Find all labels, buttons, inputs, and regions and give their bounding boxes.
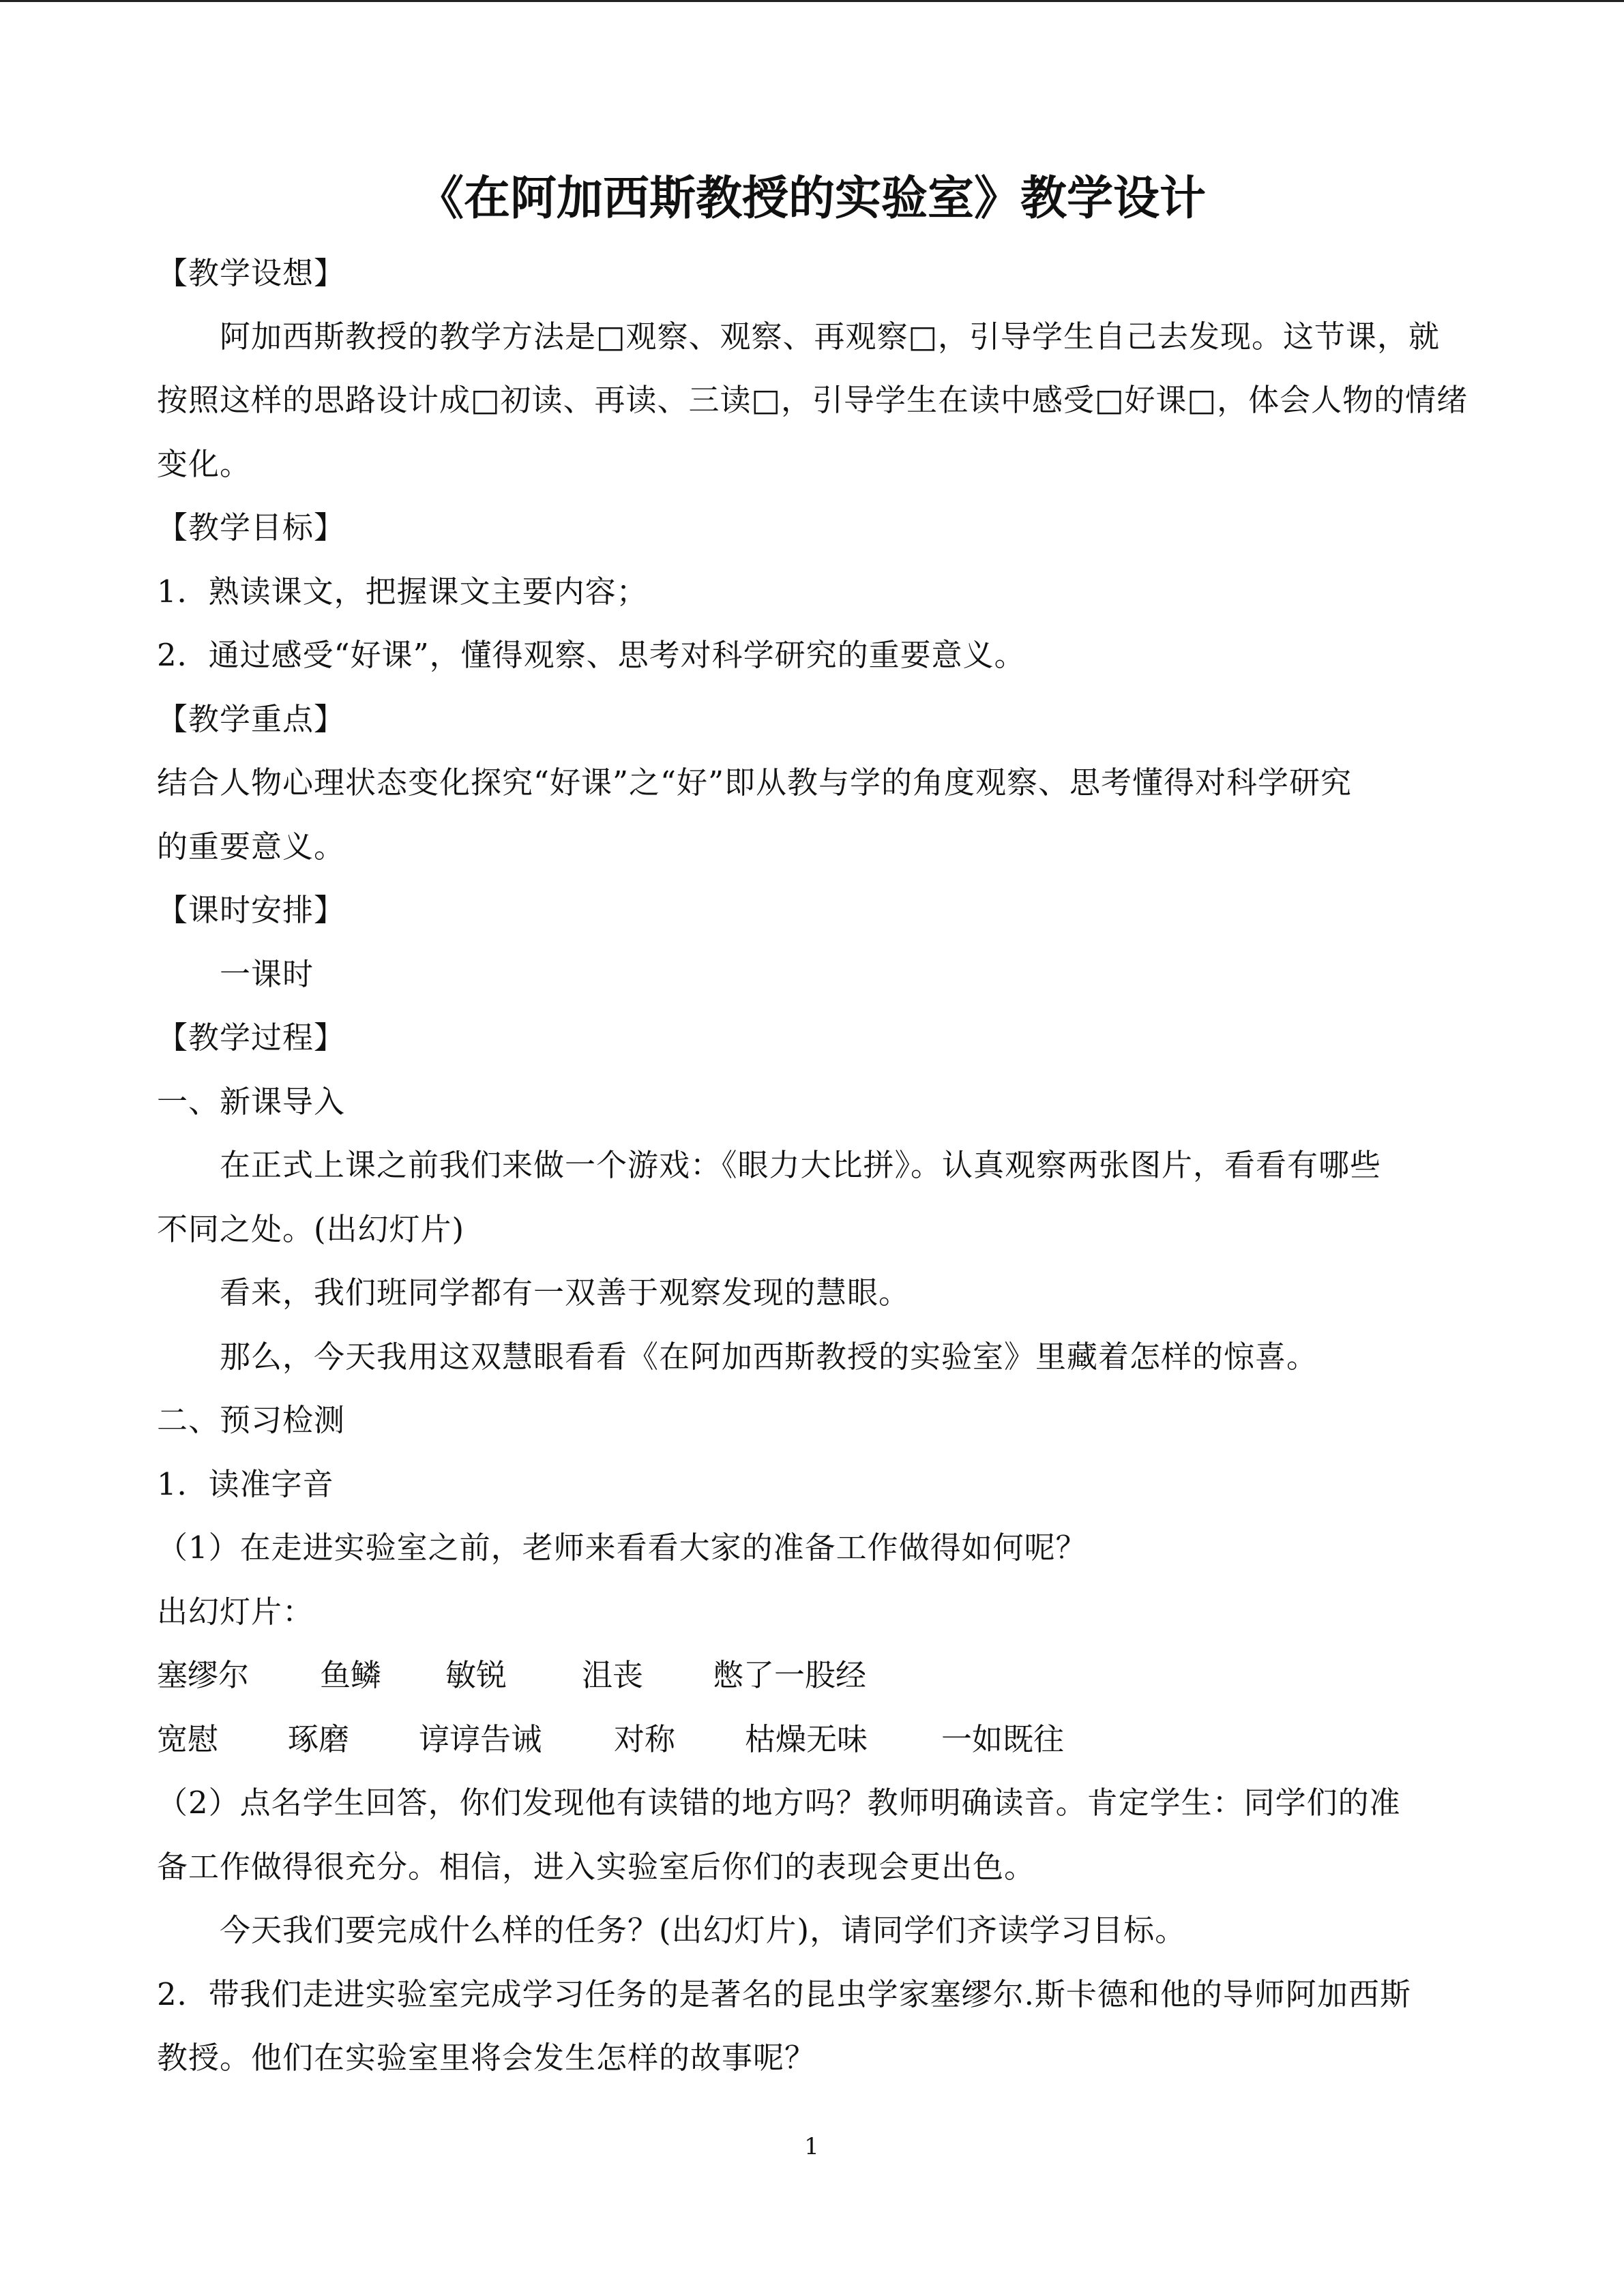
vocabulary-row [157, 1708, 1466, 1772]
vocabulary-word: 沮丧 [582, 1657, 644, 1693]
paragraph-line: 不同之处。(出幻灯片) [157, 1211, 465, 1247]
vocabulary-word: 琢磨 [288, 1721, 350, 1757]
paragraph-line: 变化。 [157, 446, 252, 482]
paragraph-line: 备工作做得很充分。相信，进入实验室后你们的表现会更出色。 [157, 1849, 1036, 1885]
paragraph-line: 结合人物心理状态变化探究“好课”之“好”即从教与学的角度观察、思考懂得对科学研究 [157, 764, 1353, 801]
section-heading-schedule: 【课时安排】 [157, 892, 346, 928]
paragraph-line: 看来，我们班同学都有一双善于观察发现的慧眼。 [220, 1274, 911, 1311]
paragraph-line: 今天我们要完成什么样的任务？(出幻灯片)，请同学们齐读学习目标。 [220, 1912, 1187, 1948]
vocabulary-word: 宽慰 [157, 1721, 219, 1757]
section-heading-process: 【教学过程】 [157, 1019, 346, 1056]
list-item: 1．熟读课文，把握课文主要内容； [157, 573, 648, 610]
vocabulary-word: 憋了一股经 [713, 1657, 867, 1693]
paragraph-line: 的重要意义。 [157, 829, 346, 865]
paragraph-line: 按照这样的思路设计成□初读、再读、三读□，引导学生在读中感受□好课□，体会人物的情绪 [157, 382, 1468, 418]
list-item: 2．通过感受“好课”，懂得观察、思考对科学研究的重要意义。 [157, 637, 1026, 673]
subsection-heading: 一、新课导入 [157, 1084, 346, 1120]
vocabulary-word: 敏锐 [445, 1657, 507, 1693]
paragraph-line: 阿加西斯教授的教学方法是□观察、观察、再观察□，引导学生自己去发现。这节课，就 [220, 318, 1441, 355]
vocabulary-word: 对称 [614, 1721, 676, 1757]
paragraph-line: 那么，今天我用这双慧眼看看《在阿加西斯教授的实验室》里藏着怎样的惊喜。 [220, 1339, 1318, 1375]
page-number: 1 [804, 2133, 819, 2160]
paragraph-line: 教授。他们在实验室里将会发生怎样的故事呢？ [157, 2040, 816, 2076]
section-heading-teaching-goals: 【教学目标】 [157, 509, 346, 546]
vocabulary-word: 谆谆告诫 [419, 1721, 542, 1757]
vocabulary-word: 枯燥无味 [745, 1721, 868, 1757]
paragraph-line: （1）在走进实验室之前，老师来看看大家的准备工作做得如何呢？ [157, 1530, 1087, 1566]
section-heading-teaching-idea: 【教学设想】 [157, 255, 346, 291]
vocabulary-word: 鱼鳞 [320, 1657, 382, 1693]
paragraph-line: 一课时 [220, 956, 314, 992]
document-page [157, 0, 1466, 2296]
list-item: 1．读准字音 [157, 1466, 334, 1502]
paragraph-line: 2．带我们走进实验室完成学习任务的是著名的昆虫学家塞缪尔.斯卡德和他的导师阿加西斯 [157, 1976, 1411, 2012]
document-title: 《在阿加西斯教授的实验室》教学设计 [417, 171, 1206, 226]
paragraph-line: 出幻灯片： [157, 1594, 314, 1630]
paragraph-line: 在正式上课之前我们来做一个游戏：《眼力大比拼》。认真观察两张图片，看看有哪些 [220, 1147, 1382, 1183]
paragraph-line: （2）点名学生回答，你们发现他有读错的地方吗？教师明确读音。肯定学生：同学们的准 [157, 1785, 1401, 1821]
subsection-heading: 二、预习检测 [157, 1402, 346, 1438]
section-heading-key-points: 【教学重点】 [157, 701, 346, 737]
vocabulary-word: 一如既往 [941, 1721, 1065, 1757]
vocabulary-row [157, 1643, 1466, 1708]
vocabulary-word: 塞缪尔 [157, 1657, 250, 1693]
